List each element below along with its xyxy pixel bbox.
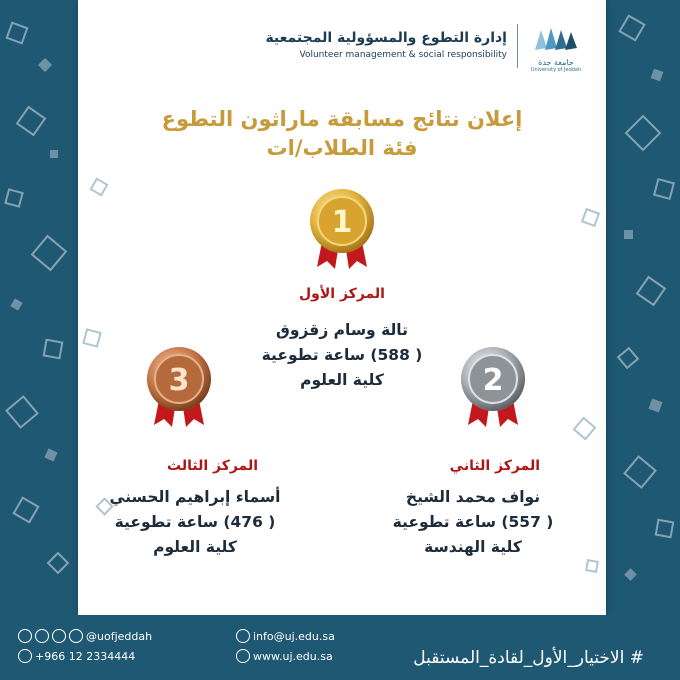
third-place-details <box>90 485 300 560</box>
decorative-square <box>573 417 597 441</box>
university-name-en: University of Jeddah <box>530 67 582 73</box>
first-place-hours: ( 588) ساعة تطوعية <box>261 346 423 364</box>
medal-number-1: 1 <box>331 205 353 240</box>
email-text: info@uj.edu.sa <box>253 629 335 643</box>
second-place-college: كلية الهندسة <box>424 538 522 556</box>
second-place-details <box>388 485 558 560</box>
university-logo-icon <box>531 24 581 54</box>
phone-number-text: +966 12 2334444 <box>35 649 136 663</box>
decorative-square <box>624 568 637 581</box>
decorative-square <box>10 298 22 310</box>
second-place-title: المركز الثاني <box>449 458 540 474</box>
decorative-square <box>5 395 39 429</box>
first-place-college: كلية العلوم <box>300 371 384 389</box>
second-place-hours: ( 557) ساعة تطوعية <box>392 513 554 531</box>
department-name-ar: إدارة التطوع والمسؤولية المجتمعية <box>265 30 507 46</box>
decorative-square <box>31 235 68 272</box>
decorative-square <box>653 178 675 200</box>
first-place-details <box>228 318 456 393</box>
department-name-en: Volunteer management & social responsibility <box>299 50 507 60</box>
medal-number-3: 3 <box>168 363 190 398</box>
announcement-card <box>78 0 606 615</box>
decorative-square <box>636 276 667 307</box>
third-place-title: المركز الثالث <box>167 458 258 474</box>
decorative-square <box>89 177 108 196</box>
website-text: www.uj.edu.sa <box>253 649 333 663</box>
decorative-square <box>585 559 599 573</box>
logo-divider <box>517 24 518 68</box>
category-title: فئة الطلاب/ات <box>266 136 418 160</box>
decorative-square <box>4 188 24 208</box>
decorative-square <box>50 150 58 158</box>
header-logo <box>265 24 584 73</box>
social-handle-text: @uofjeddah <box>86 629 153 643</box>
third-place-name: أسماء إبراهيم الحسني <box>109 488 281 506</box>
department-name <box>265 24 507 60</box>
decorative-square <box>82 328 102 348</box>
decorative-square <box>47 552 70 575</box>
decorative-square <box>623 455 657 489</box>
social-handle[interactable] <box>18 629 152 643</box>
third-place-college: كلية العلوم <box>153 538 237 556</box>
first-place-title: المركز الأول <box>299 286 385 302</box>
decorative-square <box>43 339 64 360</box>
globe-icon <box>236 649 250 663</box>
decorative-square <box>655 519 675 539</box>
decorative-square <box>581 208 600 227</box>
website-link[interactable] <box>236 649 333 663</box>
hashtag[interactable]: # الاختيار_الأول_لقادة_المستقبل <box>413 648 644 668</box>
decorative-square <box>618 14 645 41</box>
footer <box>0 615 680 680</box>
snapchat-icon <box>35 629 49 643</box>
decorative-square <box>5 21 28 44</box>
decorative-square <box>651 69 664 82</box>
medal-number-2: 2 <box>482 363 504 398</box>
university-logo <box>528 24 584 73</box>
decorative-square <box>12 496 39 523</box>
first-place-name: تالة وسام زقزوق <box>276 321 408 339</box>
email-icon <box>236 629 250 643</box>
third-place-hours: ( 476) ساعة تطوعية <box>114 513 276 531</box>
instagram-icon <box>18 629 32 643</box>
university-name-ar: جامعة جدة <box>538 58 574 67</box>
email-link[interactable] <box>236 629 335 643</box>
second-place-name: نواف محمد الشيخ <box>405 488 541 506</box>
bronze-medal-icon <box>142 343 216 429</box>
decorative-square <box>16 106 47 137</box>
phone-number[interactable] <box>18 649 135 663</box>
decorative-square <box>38 58 52 72</box>
twitter-icon <box>52 629 66 643</box>
gold-medal-icon <box>305 185 379 271</box>
announcement-title: إعلان نتائج مسابقة ماراثون التطوع <box>161 107 523 131</box>
decorative-square <box>648 398 662 412</box>
decorative-square <box>44 448 57 461</box>
decorative-square <box>624 230 633 239</box>
decorative-square <box>617 347 640 370</box>
silver-medal-icon <box>456 343 530 429</box>
youtube-icon <box>69 629 83 643</box>
decorative-square <box>625 115 662 152</box>
phone-icon <box>18 649 32 663</box>
